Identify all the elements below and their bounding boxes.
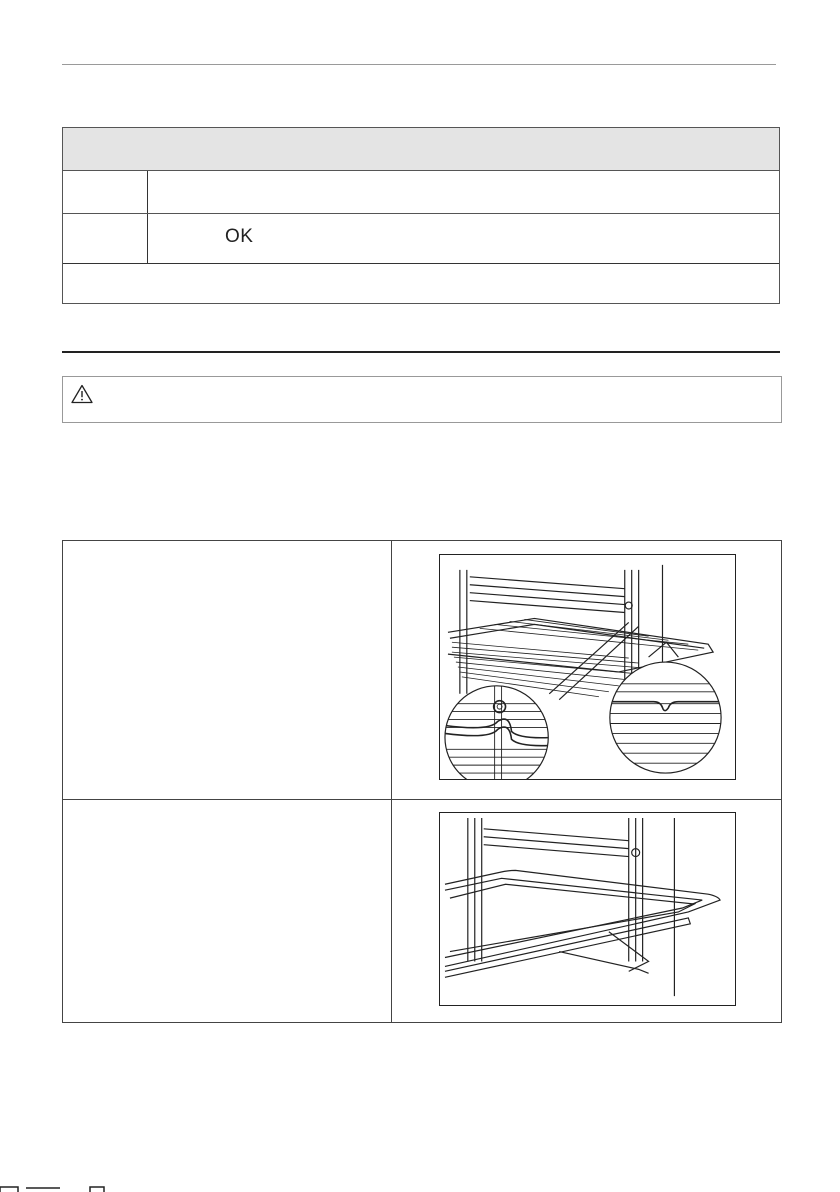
accessories-table xyxy=(62,540,782,1023)
settings-table xyxy=(62,127,780,304)
table-note-row xyxy=(63,264,779,304)
header-rule xyxy=(62,64,776,65)
column-divider xyxy=(391,541,392,1022)
row-divider xyxy=(63,799,781,800)
table-row xyxy=(63,171,779,214)
baking-tray-insert-illustration xyxy=(439,812,736,1006)
section-rule xyxy=(62,351,780,353)
warning-box xyxy=(62,376,782,423)
wire-shelf-insert-illustration xyxy=(439,554,736,780)
step-cell xyxy=(63,171,148,213)
step-cell xyxy=(63,214,148,263)
warning-triangle-icon xyxy=(71,384,93,404)
table-row xyxy=(63,214,779,264)
settings-table-header xyxy=(63,128,779,171)
page-bottom-marks xyxy=(0,1186,110,1192)
ok-key-label: OK xyxy=(225,226,254,247)
